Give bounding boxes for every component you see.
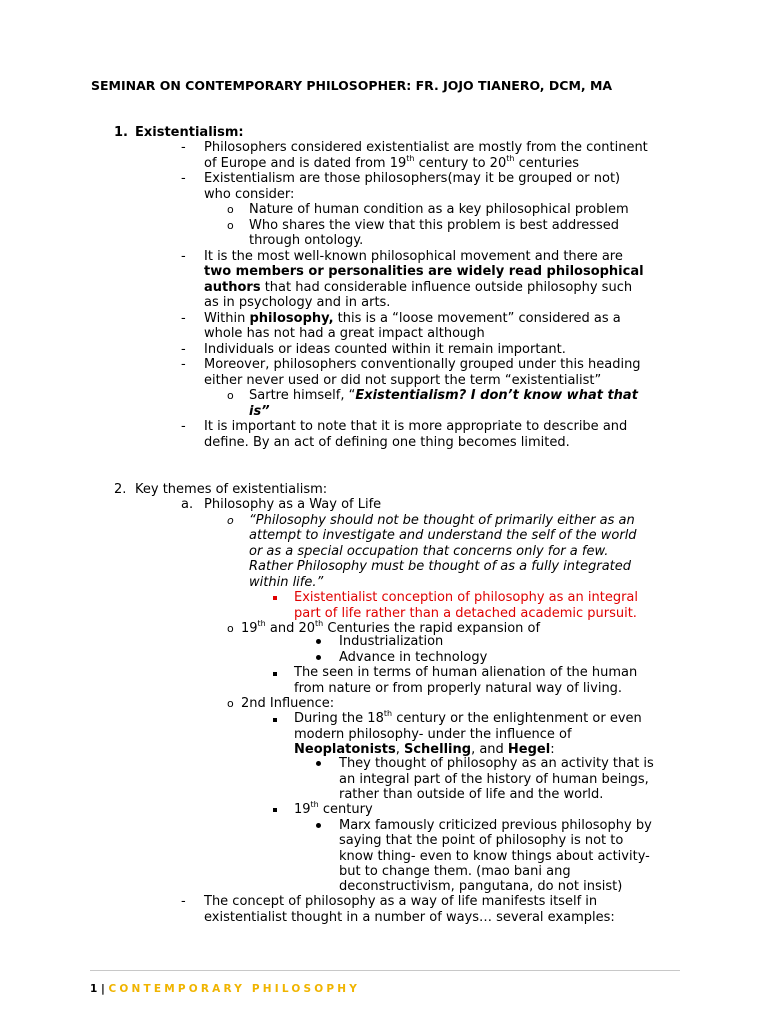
text-line: Existentialism are those philosophers(may it be grouped or not)	[204, 171, 621, 186]
text-line: The concept of philosophy as a way of life manifests itself in	[204, 894, 598, 909]
text-line: Advance in technology	[339, 650, 488, 665]
text-line: Moreover, philosophers conventionally grouped under this heading	[204, 357, 641, 372]
text-line: During the 18th century or the enlightenment or even	[294, 709, 642, 726]
text-line: It is important to note that it is more appropriate to describe and	[204, 419, 628, 434]
text-line: of Europe and is dated from 19th century to 20th centuries	[204, 154, 580, 171]
section-2-heading: Key themes of existentialism:	[135, 482, 328, 497]
o-marker: o	[227, 219, 234, 232]
letter-marker: a.	[181, 497, 194, 512]
text-line: deconstructivism, pangutana, do not insist)	[339, 879, 623, 894]
dash-marker: -	[181, 342, 186, 357]
highlight-line: Existentialist conception of philosophy as an integral	[294, 590, 639, 605]
page-title: SEMINAR ON CONTEMPORARY PHILOSOPHER: FR. JOJO TIANERO, DCM, MA	[91, 78, 613, 93]
dash-marker: -	[181, 140, 186, 155]
section-1-number: 1.	[114, 125, 128, 140]
footer	[90, 982, 360, 998]
dash-marker: -	[181, 171, 186, 186]
dash-marker: -	[181, 249, 186, 264]
footer-title: CONTEMPORARY PHILOSOPHY	[108, 983, 361, 995]
text-line: an integral part of the history of human beings,	[339, 772, 649, 787]
text-line: who consider:	[204, 187, 295, 202]
text-line: Who shares the view that this problem is best addressed	[249, 218, 620, 233]
text-line: rather than outside of life and the world.	[339, 787, 604, 802]
dash-marker: -	[181, 894, 186, 909]
section-1-heading: Existentialism:	[135, 125, 244, 140]
round-bullet-icon	[316, 823, 321, 828]
text-line: two members or personalities are widely read philosophical	[204, 264, 644, 279]
text-line: They thought of philosophy as an activity that is	[339, 756, 654, 771]
text-line: saying that the point of philosophy is not to	[339, 833, 624, 848]
highlight-line: part of life rather than a detached academic pursuit.	[294, 606, 637, 621]
o-marker: o	[227, 389, 234, 402]
o-marker: o	[227, 203, 234, 216]
text-line: Nature of human condition as a key philosophical problem	[249, 202, 629, 217]
text-line: Industrialization	[339, 634, 444, 649]
square-bullet-icon	[273, 672, 277, 676]
o-marker: o	[227, 514, 234, 527]
quote-line: attempt to investigate and understand the self of the world	[249, 528, 637, 543]
text-line: define. By an act of defining one thing becomes limited.	[204, 435, 570, 450]
text-line: Sartre himself, “Existentialism? I don’t know what that	[249, 388, 638, 403]
quote-line: or as a special occupation that concerns only for a few.	[249, 544, 609, 559]
text-line: as in psychology and in arts.	[204, 295, 391, 310]
text-line: 2nd Influence:	[241, 696, 335, 711]
dash-marker: -	[181, 419, 186, 434]
text-line: from nature or from properly natural way of living.	[294, 681, 623, 696]
square-bullet-icon	[273, 718, 277, 722]
text-line: Neoplatonists, Schelling, and Hegel:	[294, 742, 555, 757]
footer-rule	[90, 970, 680, 971]
footer-separator: |	[97, 983, 109, 995]
text-line: is”	[249, 404, 270, 419]
text-line: It is the most well-known philosophical movement and there are	[204, 249, 623, 264]
text-line: through ontology.	[249, 233, 364, 248]
text-line: either never used or did not support the term “existentialist”	[204, 373, 602, 388]
section-2-number: 2.	[114, 482, 127, 497]
text-line: 19th century	[294, 800, 373, 817]
page-number: 1	[90, 983, 98, 995]
text-line: whole has not had a great impact although	[204, 326, 485, 341]
square-bullet-icon	[273, 596, 277, 600]
subheading: Philosophy as a Way of Life	[204, 497, 382, 512]
text-line: Marx famously criticized previous philosophy by	[339, 818, 652, 833]
text-line: Individuals or ideas counted within it remain important.	[204, 342, 566, 357]
text-line: Within philosophy, this is a “loose movement” considered as a	[204, 311, 621, 326]
round-bullet-icon	[316, 761, 321, 766]
o-marker: o	[227, 697, 234, 710]
text-line: existentialist thought in a number of ways… several examples:	[204, 910, 615, 925]
round-bullet-icon	[316, 639, 321, 644]
text-line: know thing- even to know things about activity-	[339, 849, 650, 864]
quote-line: within life.”	[249, 575, 324, 590]
o-marker: o	[227, 622, 234, 635]
quote-line: Rather Philosophy must be thought of as a fully integrated	[249, 559, 632, 574]
text-line: The seen in terms of human alienation of the human	[294, 665, 638, 680]
dash-marker: -	[181, 357, 186, 372]
dash-marker: -	[181, 311, 186, 326]
text-line: modern philosophy- under the influence of	[294, 727, 572, 742]
text-line: 19th and 20th Centuries the rapid expansion of	[241, 619, 541, 636]
text-line: Philosophers considered existentialist are mostly from the continent	[204, 140, 648, 155]
quote-line: “Philosophy should not be thought of primarily either as an	[249, 513, 635, 528]
text-line: authors that had considerable influence outside philosophy such	[204, 280, 633, 295]
round-bullet-icon	[316, 655, 321, 660]
text-line: but to change them. (mao bani ang	[339, 864, 571, 879]
square-bullet-icon	[273, 808, 277, 812]
